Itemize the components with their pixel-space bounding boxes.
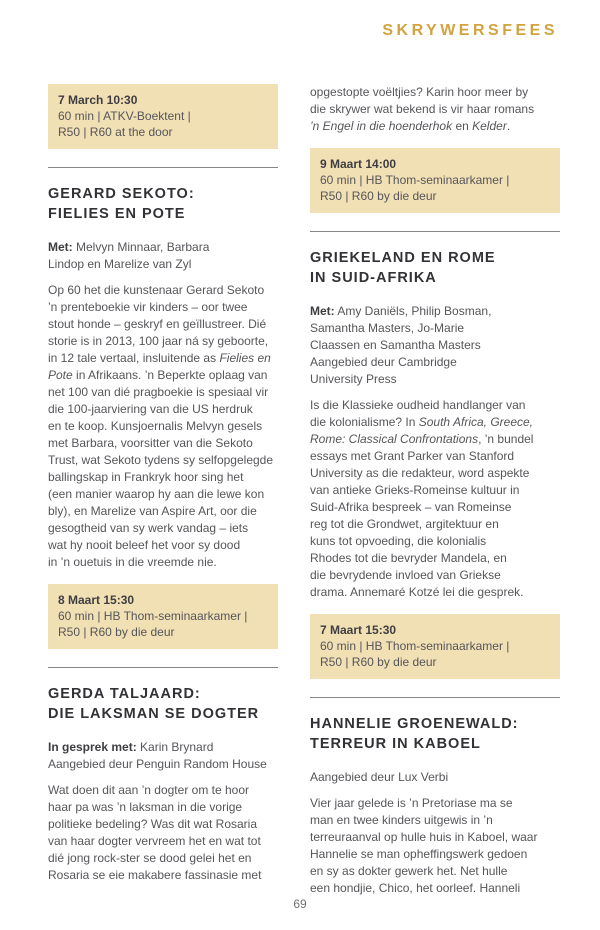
text-line: Samantha Masters, Jo-Marie — [310, 321, 465, 335]
text-line: GERARD SEKOTO: — [48, 186, 195, 202]
text-line: FIELIES EN POTE — [48, 206, 186, 222]
text-line: Hannelie se man opheffingswerk gedoen — [310, 847, 528, 861]
event-title-griekeland — [310, 248, 560, 288]
text-line: Wat doen dit aan ’n dogter om te hoor — [48, 783, 250, 797]
text-line: kuns tot opvoeding, die kolonialis — [310, 534, 487, 548]
text-line: R50 | R60 by die deur — [320, 655, 437, 669]
text-line: reg tot die Grondwet, argitektuur en — [310, 517, 499, 531]
text-line: 60 min | ATKV-Boektent | — [58, 109, 191, 123]
event-description — [48, 782, 278, 884]
text-line: Op 60 het die kunstenaar Gerard Sekoto — [48, 283, 265, 297]
section-divider — [310, 231, 560, 232]
text-line: die kolonialisme? In South Africa, Greece, — [310, 415, 534, 429]
event-title-groenewald — [310, 714, 560, 754]
session-info-box — [48, 584, 278, 649]
event-description — [48, 282, 278, 571]
text-line: 8 Maart 15:30 — [58, 593, 135, 607]
event-description — [310, 397, 560, 601]
text-line: GERDA TALJAARD: — [48, 686, 201, 702]
text-line: 7 Maart 15:30 — [320, 623, 397, 637]
text-line: 60 min | HB Thom-seminaarkamer | — [320, 639, 510, 653]
text-line: en te koop. Kunsjoernalis Melvyn gesels — [48, 419, 263, 433]
text-line: politieke bedeling? Was dit wat Rosaria — [48, 817, 257, 831]
text-line: HANNELIE GROENEWALD: — [310, 716, 519, 732]
text-line: University Press — [310, 372, 397, 386]
text-line: Lindop en Marelize van Zyl — [48, 257, 192, 271]
text-line: Claassen en Samantha Masters — [310, 338, 481, 352]
text-line: stout honde – geskryf en geïllustreer. Dié — [48, 317, 267, 331]
event-description — [310, 795, 560, 897]
session-info-box — [310, 148, 560, 213]
text-line: Aangebied deur Cambridge — [310, 355, 457, 369]
text-line: die 100-jaarviering van die US herdruk — [48, 402, 253, 416]
text-line: essays met Grant Parker van Stanford — [310, 449, 515, 463]
session-info-box — [310, 614, 560, 679]
event-title-sekoto — [48, 184, 278, 224]
section-divider — [48, 167, 278, 168]
festival-header: SKRYWERSFEES — [382, 22, 558, 39]
text-line: 9 Maart 14:00 — [320, 157, 397, 171]
text-line: Met: Melvyn Minnaar, Barbara — [48, 240, 210, 254]
text-line: Is die Klassieke oudheid handlanger van — [310, 398, 526, 412]
text-line: Aangebied deur Penguin Random House — [48, 757, 267, 771]
section-divider — [48, 667, 278, 668]
text-line: net 100 van dié pragboekie is spesiaal vir — [48, 385, 269, 399]
page-number: 69 — [293, 897, 307, 911]
text-line: Trust, wat Sekoto tydens sy selfopgelegde — [48, 453, 274, 467]
text-line: storie is in 2013, 100 jaar ná sy geboorte, — [48, 334, 269, 348]
text-line: Rhodes tot die bevryder Mandela, en — [310, 551, 507, 565]
event-credits — [310, 303, 560, 388]
text-line: Pote in Afrikaans. ’n Beperkte oplaag van — [48, 368, 268, 382]
text-line: 7 March 10:30 — [58, 93, 138, 107]
text-line: bly), en Marelize van Aspire Art, oor die — [48, 504, 257, 518]
text-line: Aangebied deur Lux Verbi — [310, 770, 449, 784]
text-line: met Barbara, voorsitter van die Sekoto — [48, 436, 253, 450]
text-line: haar pa was ’n laksman in die vorige — [48, 800, 243, 814]
text-line: van haar dogter vervreem het en wat tot — [48, 834, 261, 848]
text-line: een hondjie, Chico, het oorleef. Hanneli — [310, 881, 521, 895]
text-line: en sy as dokter gewerk het. Net hulle — [310, 864, 508, 878]
text-line: man en twee kinders uitgewis in ’n — [310, 813, 493, 827]
text-line: University as die redakteur, word aspekte — [310, 466, 530, 480]
text-line: ’n prenteboekie vir kinders – oor twee — [48, 300, 248, 314]
text-line: terreuraanval op hulle huis in Kaboel, waar — [310, 830, 538, 844]
text-line: in ’n ouetuis in die vreemde nie. — [48, 555, 217, 569]
event-title-taljaard — [48, 684, 278, 724]
text-line: dié jong rock-ster se dood gelei het en — [48, 851, 252, 865]
event-description-continued — [310, 84, 560, 135]
text-line: In gesprek met: Karin Brynard — [48, 740, 214, 754]
text-line: ballingskap in Frankryk hoor sing het — [48, 470, 244, 484]
text-line: van antieke Grieks-Romeinse kultuur in — [310, 483, 520, 497]
event-credits — [310, 769, 560, 786]
event-credits — [48, 739, 278, 773]
text-line: R50 | R60 by die deur — [320, 189, 437, 203]
text-line: 60 min | HB Thom-seminaarkamer | — [320, 173, 510, 187]
text-line: GRIEKELAND EN ROME — [310, 250, 496, 266]
text-line: R50 | R60 at the door — [58, 125, 173, 139]
session-info-box — [48, 84, 278, 149]
text-line: Met: Amy Daniëls, Philip Bosman, — [310, 304, 492, 318]
text-line: DIE LAKSMAN SE DOGTER — [48, 706, 260, 722]
text-line: (een manier waarop hy aan die lewe kon — [48, 487, 265, 501]
text-line: Rosaria se eie makabere fassinasie met — [48, 868, 262, 882]
event-credits — [48, 239, 278, 273]
text-line: drama. Annemaré Kotzé lei die gesprek. — [310, 585, 524, 599]
text-line: gesogtheid van sy werk vandag – iets — [48, 521, 249, 535]
text-line: die bevrydende invloed van Griekse — [310, 568, 501, 582]
text-line: TERREUR IN KABOEL — [310, 736, 481, 752]
text-line: die skrywer wat bekend is vir haar romans — [310, 102, 535, 116]
text-line: in 12 tale vertaal, insluitende as Fielies en — [48, 351, 271, 365]
text-line: Vier jaar gelede is ’n Pretoriase ma se — [310, 796, 513, 810]
right-column — [310, 84, 560, 897]
text-line: wat hy nooit beleef het voor sy dood — [48, 538, 241, 552]
text-line: opgestopte voëltjies? Karin hoor meer by — [310, 85, 529, 99]
text-line: Suid-Afrika bespreek – van Romeinse — [310, 500, 512, 514]
left-column — [48, 84, 278, 884]
text-line: 60 min | HB Thom-seminaarkamer | — [58, 609, 248, 623]
text-line: IN SUID-AFRIKA — [310, 270, 437, 286]
text-line: Rome: Classical Confrontations, ’n bundel — [310, 432, 534, 446]
text-line: ’n Engel in die hoenderhok en Kelder. — [310, 119, 511, 133]
text-line: R50 | R60 by die deur — [58, 625, 175, 639]
section-divider — [310, 697, 560, 698]
